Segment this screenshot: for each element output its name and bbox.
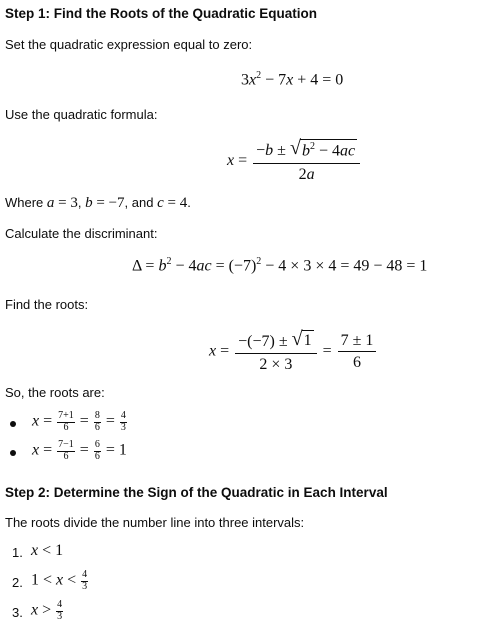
coefficients-text: Where a = 3, b = −7, and c = 4. [5,195,191,211]
root-one: x = $\frac{7+1}{6}$ = $\frac{8}{6}$ = $\frac{4}{3}$ [32,410,126,433]
step1-heading: Step 1: Find the Roots of the Quadratic Equation [5,6,318,21]
discriminant-equation: $\Delta = b^2 - 4ac = (-7)^2 - 4 \times 3 \times 4 = 49 - 48 = 1$ [132,256,428,275]
root-two: x = $\frac{7-1}{6}$ = $\frac{6}{6}$ = 1 [32,439,127,462]
step1-intro: Set the quadratic expression equal to zero: [5,37,253,52]
formula-intro: Use the quadratic formula: [5,107,158,122]
discriminant-intro: Calculate the discriminant: [5,226,158,241]
interval-two: 1 < x < $\frac{4}{3}$ [31,569,88,592]
interval-three: x > $\frac{4}{3}$ [31,599,63,622]
bullet-marker [10,421,16,427]
interval-one: x < 1 [31,542,64,559]
interval-marker: 2. [12,575,23,590]
quadratic-formula: x = −b ± √ $b^2 - 4ac$ 2a [227,139,362,183]
roots-formula: x = −(−7) ± √ 1 2 × 3 = $\frac{7 \pm 1}{6}$ [209,330,378,373]
bullet-marker [10,450,16,456]
roots-label: So, the roots are: [5,385,105,400]
step2-heading: Step 2: Determine the Sign of the Quadratic in Each Interval [5,485,388,500]
roots-intro: Find the roots: [5,297,89,312]
step2-intro: The roots divide the number line into three intervals: [5,515,305,530]
interval-marker: 3. [12,605,23,620]
interval-marker: 1. [12,545,23,560]
quadratic-equation: $3x^2 - 7x + 4 = 0$ [241,70,344,89]
